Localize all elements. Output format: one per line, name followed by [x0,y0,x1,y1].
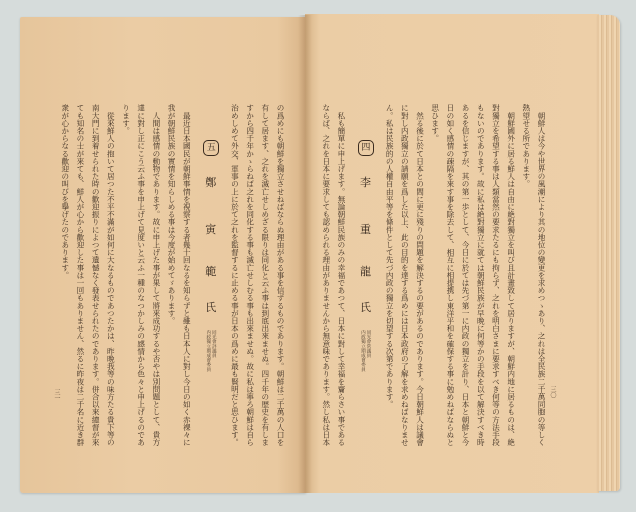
speaker-name-char: 重 [359,223,371,236]
text-column: 有して居ます、之れを滅亡せしめざる限りは同化と云ふ事は到底出來ませぬ。四千年の歴史を有しま [260,104,270,446]
speaker-title: 同光會評議員 [211,330,217,358]
text-column: 達に對し正にこう云ふ事を申上げて見度いと云ふ一種のなつかしみの感情から色々と申上げるのであ [136,104,146,446]
text-column: ります。 [121,104,131,135]
page-number: 三〇 [549,386,556,398]
text-column: 治めしめて外交、軍事の上に於て之れを監督するに止める事が日本の爲めに最も賢明だと思ひます。 [230,104,240,446]
text-column: 我が朝鮮民族の實情を知らしめる事は今度が始めてゞあります。 [167,104,177,325]
speaker-name-char: 寅 [205,223,217,236]
speaker-name-char: 鄭 [205,176,217,189]
text-column: 思ひます。 [430,104,440,142]
text-column: 對獨立を希望する事は人類當然の要求たるにも拘らず、之れを明白さまに要求すべき何等の方法手段 [491,104,501,446]
text-column: ても知名の士が來ても、鮮人が心から歡迎した事は一回もありません、然るに昨夜は二千名に近き群 [75,104,85,446]
speaker-title: 内政獨立期成會委員 [205,330,211,372]
speaker-title: 同光會常議員 [365,330,371,358]
text-column: に對し内政獨立の請願を爲した以上、此の目的を達する爲めには日本政府の了解を求めねばなりませ [400,104,410,446]
left-page-text [58,104,288,466]
speaker-name-char: 氏 [359,301,371,314]
text-column: あるを信じますが、其の第一歩として、今日に於ては先づ第一に内政の獨立を計り、日本と朝鮮と今 [461,104,471,446]
section-number: 四 [358,140,374,156]
text-column: ん。私は民族的の人權自由平等を條件として先づ内政の獨立を切望する次第であります。 [385,104,395,408]
book-gutter [298,15,312,493]
text-column: 從來鮮人の抱いて居つた不平不滿が如何に大なるものであつたかは、昨晩我等の味方たる貴下等の [106,104,116,446]
speaker-heading [194,104,227,466]
text-column: 最近日本國民が朝鮮事情を視察する者幾十回なるを知らずと雖も日本人に對し今日の如く赤裸々に [182,104,192,446]
text-column: すから四千年かゝらねば之れを同化する事も滅亡せしむる事も出來ませぬ。故に私は寧ろ朝鮮は自ら [245,104,255,446]
speaker-heading [349,104,382,466]
text-column: 私も簡單に申上げます。無論朝鮮民族のみの幸福であつて、日本に對して幸福を齎らさい事である [336,104,346,446]
speaker-name-char: 李 [359,176,371,189]
speaker-name-char: 範 [205,265,217,278]
text-column: 熱望せる所であります。 [521,104,531,188]
text-column: 然る後に於て日本との間に更に殘りの問題を解決するの要があるのであります。今日朝鮮人は議會 [415,104,425,446]
speaker-titles [205,330,216,371]
text-column: 衆が心からなる歡迎の叫びを擧げたのであります。 [60,104,70,279]
text-column: 日の如く感情の疎隔を來す事を除去して、相互に相提携し東洋平和を確保する事に勉めねばならぬと [445,104,455,446]
page-number: 三一 [53,389,60,401]
text-column: もないのであります。故に私は絶對獨立に就ては朝鮮民族が早晩に何等かの手段を以て解決すべき時 [476,104,486,446]
page-stack-edges [597,15,620,491]
section-number: 五 [203,140,219,156]
speaker-name-char: 龍 [359,265,371,278]
right-page-text [319,104,549,466]
text-column: ならば、之れを日本に要求しても認められる理由がありませんから無意味であります。然し私は日本 [321,104,331,446]
text-column: の爲めにも朝鮮を獨立させねばならぬ理由がある事を信ずるものであります。朝鮮は二千萬の人口を [276,104,285,446]
text-column: 朝鮮國外に居る鮮人は自由に絶對獨立を叫び且計畫致して居りますが、朝鮮内地に居るものは、絶 [506,104,516,446]
speaker-name-char: 氏 [205,301,217,314]
text-column: 朝鮮人は今や世界の風潮により其の地位の變更を求めつゝあり、之れは全民族二千萬同胞の等しく [537,104,546,446]
text-column: 南大門に到着せられた時の歡迎振りによつて遺憾なく發表せられたのであります。併合以來總督が來 [91,104,101,446]
speaker-title: 内政獨立期成會委員 [360,330,366,372]
speaker-titles [360,330,371,371]
text-column: 人間は感情の動物であります。故に申上げた事が果して將來成功するや否やは別問題として、貴方 [151,104,161,446]
